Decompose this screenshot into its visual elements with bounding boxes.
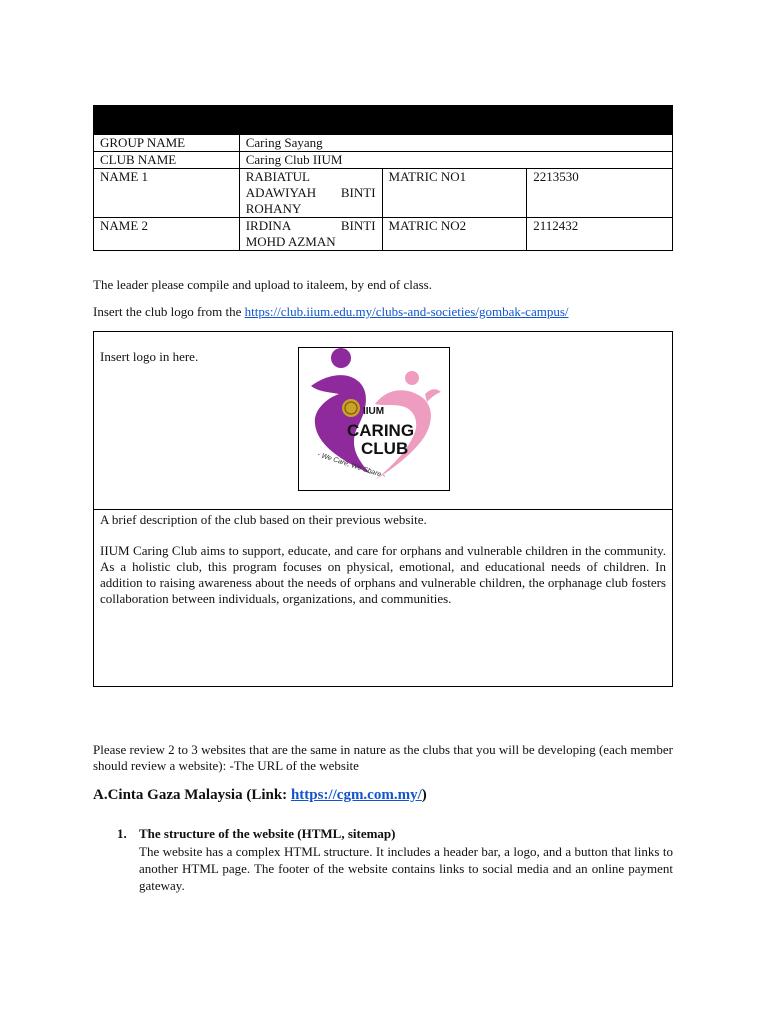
name2-line: IRDINA BINTI: [245, 218, 376, 233]
club-name-value: Caring Club IIUM: [239, 152, 672, 169]
info-table: [93, 105, 673, 251]
matric2-value: 2112432: [527, 218, 673, 251]
name2-label: NAME 2: [94, 218, 240, 251]
logo-instruction: [93, 304, 569, 320]
group-name-value: Caring Sayang: [239, 135, 672, 152]
matric1-value: 2213530: [527, 169, 673, 218]
item1-number: 1.: [117, 826, 127, 841]
logo-description-box: [93, 331, 673, 687]
table-row: [94, 152, 673, 169]
name2-line: MOHD AZMAN: [245, 234, 336, 249]
name2-value: [239, 218, 382, 251]
name1-line: RABIATUL: [245, 169, 310, 184]
cgm-link[interactable]: https://cgm.com.my/: [290, 787, 422, 803]
logo-placeholder-label: Insert logo in here.: [100, 349, 199, 364]
name1-value: [239, 169, 382, 218]
logo-text-club: CLUB: [361, 439, 409, 458]
logo-text-caring: CARING: [347, 421, 415, 440]
club-logo: [298, 347, 450, 491]
table-row: [94, 218, 673, 251]
name1-line: ROHANY: [245, 201, 302, 216]
club-name-label: CLUB NAME: [94, 152, 240, 169]
matric2-label: MATRIC NO2: [382, 218, 527, 251]
description-body: IIUM Caring Club aims to support, educate, and care for orphans and vulnerable children in the community. As a holistic club, this program focuses on physical, emotional, and educational needs of children. In addition to raising awareness about the needs of orphans and vulnerable children, the orphanage club fosters collaboration between individuals, organizations, and communities.: [100, 543, 666, 606]
section-a-heading: [93, 786, 427, 804]
name1-label: NAME 1: [94, 169, 240, 218]
section-a-suffix: ): [421, 787, 427, 803]
logo-instruction-text: Insert the club logo from the: [93, 304, 245, 319]
section-a-title: A.Cinta Gaza Malaysia (Link:: [93, 787, 291, 803]
table-row: [94, 169, 673, 218]
item1-title: The structure of the website (HTML, sitemap): [139, 826, 396, 841]
review-instruction: Please review 2 to 3 websites that are the same in nature as the clubs that you will be developing (each member should review a website): -The URL of the website: [93, 742, 673, 773]
name1-line: ADAWIYAH BINTI: [245, 185, 376, 200]
item1-body: The website has a complex HTML structure. It includes a header bar, a logo, and a button that links to another HTML page. The footer of the website contains links to social media and an online payment gateway.: [139, 844, 673, 893]
logo-text-iium: IIUM: [363, 406, 385, 417]
box-divider: [94, 509, 672, 510]
matric1-label: MATRIC NO1: [382, 169, 527, 218]
table-row: [94, 135, 673, 152]
club-directory-link[interactable]: https://club.iium.edu.my/clubs-and-societies/gombak-campus/: [244, 304, 569, 319]
logo-tagline: - We Care, We Share -: [316, 451, 387, 480]
upload-instruction: The leader please compile and upload to italeem, by end of class.: [93, 277, 432, 292]
group-name-label: GROUP NAME: [94, 135, 240, 152]
description-heading: A brief description of the club based on their previous website.: [100, 512, 427, 527]
table-header-bar: [94, 106, 673, 135]
caring-club-logo-image: [299, 348, 449, 490]
